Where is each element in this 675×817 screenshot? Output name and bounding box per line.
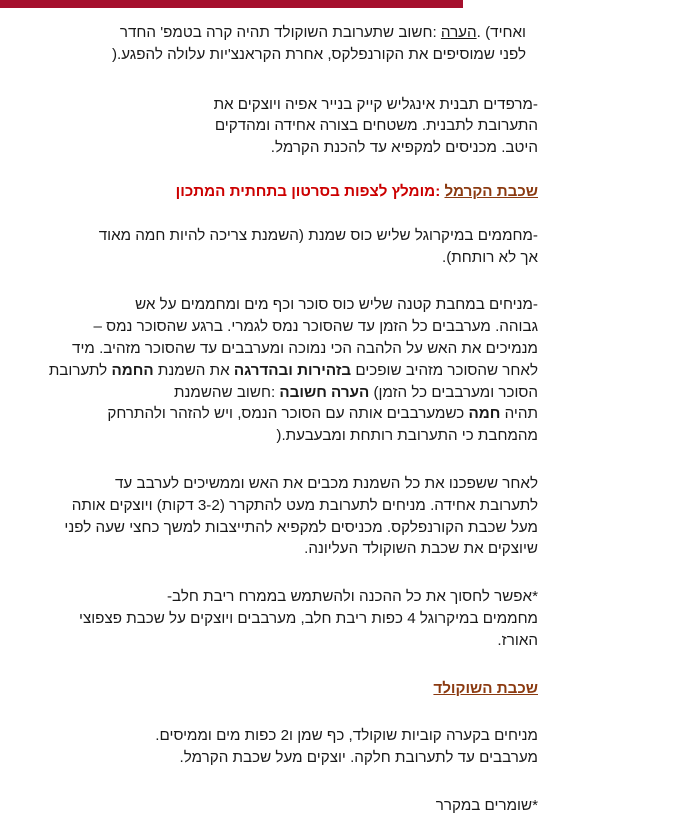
mix-paragraph: לאחר ששפכנו את כל השמנת מכבים את האש וממשיכים לערבב עד לתערובת אחידה. מניחים לתערובת מעט להתקרר (3-2 דקות) ויוצקים אותה מעל שכבת הקורנפלקס. מכניסים למקפיא להתייצבות למשך כחצי שעה לפני שיוצקים את שכבת השוקולד העליונה.: [64, 474, 538, 558]
intro-paragraph: [33, 22, 538, 66]
video-recommendation-note: מומלץ לצפות בסרטון בתחתית המתכון: [175, 182, 436, 200]
intro-line-2: לפני שמוסיפים את הקורנפלקס, אחרת הקראנצ'יות עלולה להפגע.(: [112, 45, 526, 63]
chocolate-heading: [33, 678, 538, 700]
base-paragraph: -מרפדים תבנית אינגליש קייק בנייר אפיה ויוצקים את התערובת לתבנית. משטחים בצורה אחידה ומהדקים היטב. מכניסים למקפיא עד להכנת הקרמל.: [213, 95, 538, 157]
chocolate-paragraph: מניחים בקערה קוביות שוקולד, כף שמן ו2 כפות מים וממיסים. מערבבים עד לתערובת חלקה. יוצקים מעל שכבת הקרמל.: [155, 727, 538, 767]
header-accent-bar: [0, 0, 463, 8]
important-note: הערה חשובה: [279, 383, 370, 401]
milk-jam-paragraph: *אפשר לחסוך את כל ההכנה ולהשתמש בממרח ריבת חלב- מחממים במיקרוגל 4 כפות ריבת חלב, מערבבים ויוצקים על שכבת פצפוצי האורז.: [79, 588, 538, 649]
chocolate-heading-title: שכבת השוקולד: [433, 679, 538, 697]
sugar-paragraph: -מניחים במחבת קטנה שליש כוס סוכר וכף מים ומחממים על אש גבוהה. מערבבים כל הזמן עד שהסוכר נמס לגמרי. ברגע שהסוכר נמס – מנמיכים את האש על הלהבה הכי נמוכה ומערבבים עד שהסוכר מזהיב. מיד לאחר שהסוכר מזהיב שופכים בזהירות ובהדרגה את השמנת החמה לתערובת הסוכר ומערבבים כל הזמן) הערה חשובה :חשוב שהשמנת תהיה חמה כשמערבבים אותה עם הסוכר הנמס, ויש להזהר ולהתרחק מהמחבת כי התערובת רותחת ומבעבעת.(: [48, 296, 538, 445]
storage-note: *שומרים במקרר: [435, 796, 538, 814]
intro-line-1: ואחיד) .הערה :חשוב שתערובת השוקולד תהיה קרה בטמפ' החדר: [119, 24, 526, 41]
cream-paragraph: -מחממים במיקרוגל שליש כוס שמנת (השמנת צריכה להיות חמה מאוד אך לא רותחת).: [98, 226, 538, 266]
caramel-heading: שכבת הקרמל :מומלץ לצפות בסרטון בתחתית המתכון: [175, 182, 538, 200]
caramel-heading-title: שכבת הקרמל: [444, 182, 538, 200]
recipe-document: [33, 22, 538, 817]
note-word: הערה: [440, 24, 477, 41]
